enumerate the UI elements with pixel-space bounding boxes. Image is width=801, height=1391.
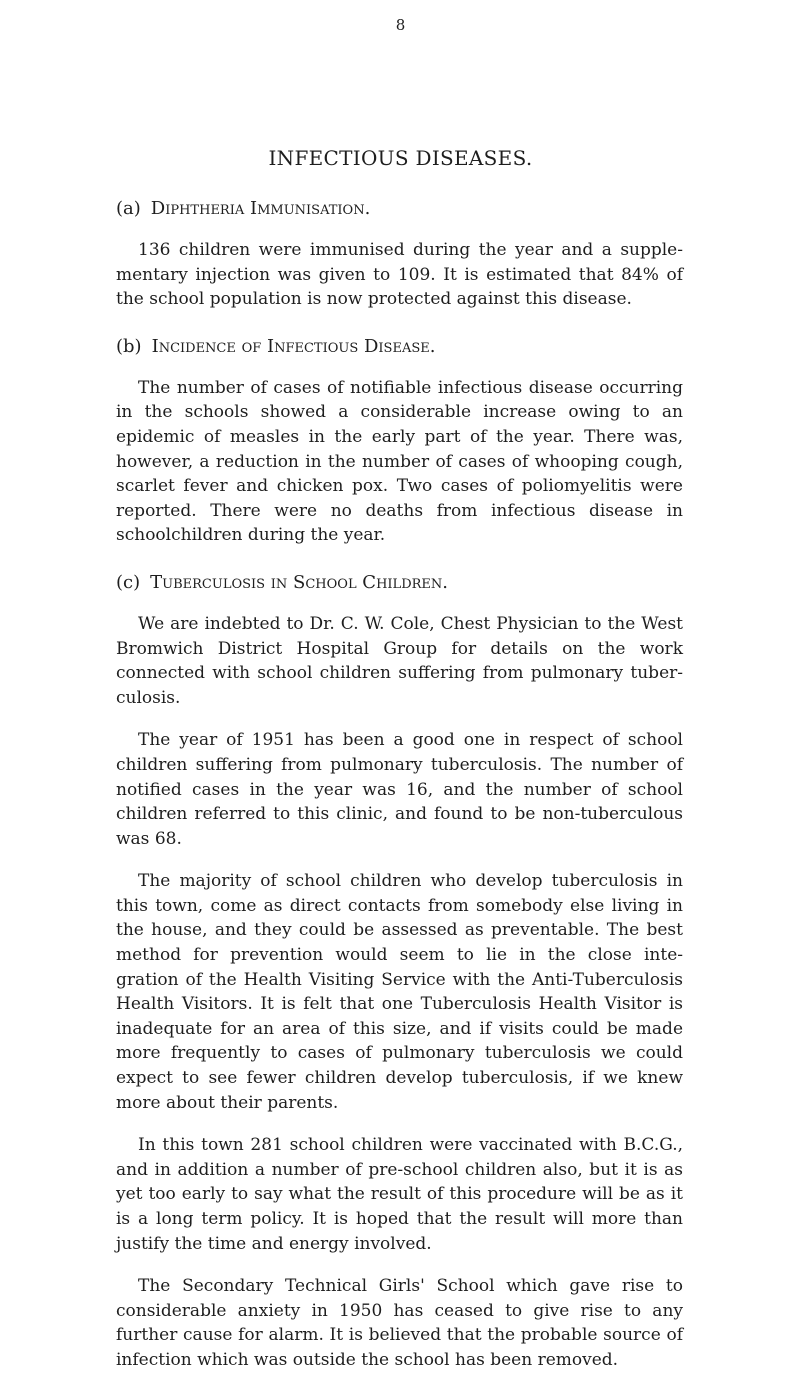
paragraph: We are indebted to Dr. C. W. Cole, Chest Physician to the West Bromwich District Hospital Group for details on the work connected with school children suffering from pulmonary tuber‐ culosis. (116, 613, 683, 708)
document-body (116, 196, 683, 1391)
paragraph: In this town 281 school children were vaccinated with B.C.G., and in addition a number of pre‐school children also, but it is as yet too early to say what the result of this procedure will be as it is a long term policy. It is hoped that the result will more than justify the time and energy involved. (116, 1135, 683, 1254)
section-marker: (b) (116, 335, 142, 357)
page-number: 8 (395, 16, 406, 34)
section-heading-tuberculosis (116, 570, 683, 596)
section-heading-text: Diphtheria Immunisation. (150, 198, 371, 219)
paragraph: The year of 1951 has been a good one in respect of school children suffering from pulmonary tuberculosis. The number of notified cases in the year was 16, and the number of school children referred to this clinic, and found to be non‐tuberculous was 68. (116, 730, 683, 849)
section-heading-incidence (116, 334, 683, 360)
paragraph: The Secondary Technical Girls' School which gave rise to considerable anxiety in 1950 has ceased to give rise to any further cause for alarm. It is believed that the probable source of infection which was outside the school has been removed. (116, 1276, 683, 1370)
section-heading-text: Incidence of Infectious Disease. (151, 335, 436, 357)
page-title: INFECTIOUS DISEASES. (268, 146, 533, 170)
paragraph: 136 children were immunised during the year and a supple‐ mentary injection was given to 109. It is estimated that 84% of the school population is now protected against this disease. (116, 240, 683, 310)
section-marker: (c) (116, 571, 141, 593)
section-marker: (a) (116, 198, 141, 219)
section-heading-text: Tuberculosis in School Children. (150, 571, 448, 593)
section-heading-diphtheria (116, 196, 683, 222)
paragraph: The number of cases of notifiable infectious disease occurring in the schools showed a considerable increase owing to an epidemic of measles in the early part of the year. There was, however, a reduction in the number of cases of whooping cough, scarlet fever and chicken pox. Two cases of poliomyelitis were reported. There were no deaths from infectious disease in schoolchildren during the year. (116, 377, 683, 546)
paragraph: The majority of school children who develop tuberculosis in this town, come as direct contacts from somebody else living in the house, and they could be assessed as preventable. The best method for prevention would seem to lie in the close inte‐ gration of the Health Visiting Service with the Anti‐Tuberculosis Health Visitors. It is felt that one Tuberculosis Health Visitor is inadequate for an area of this size, and if visits could be made more frequently to cases of pulmonary tuberculosis we could expect to see fewer children develop tuberculosis, if we knew more about their parents. (116, 871, 683, 1113)
